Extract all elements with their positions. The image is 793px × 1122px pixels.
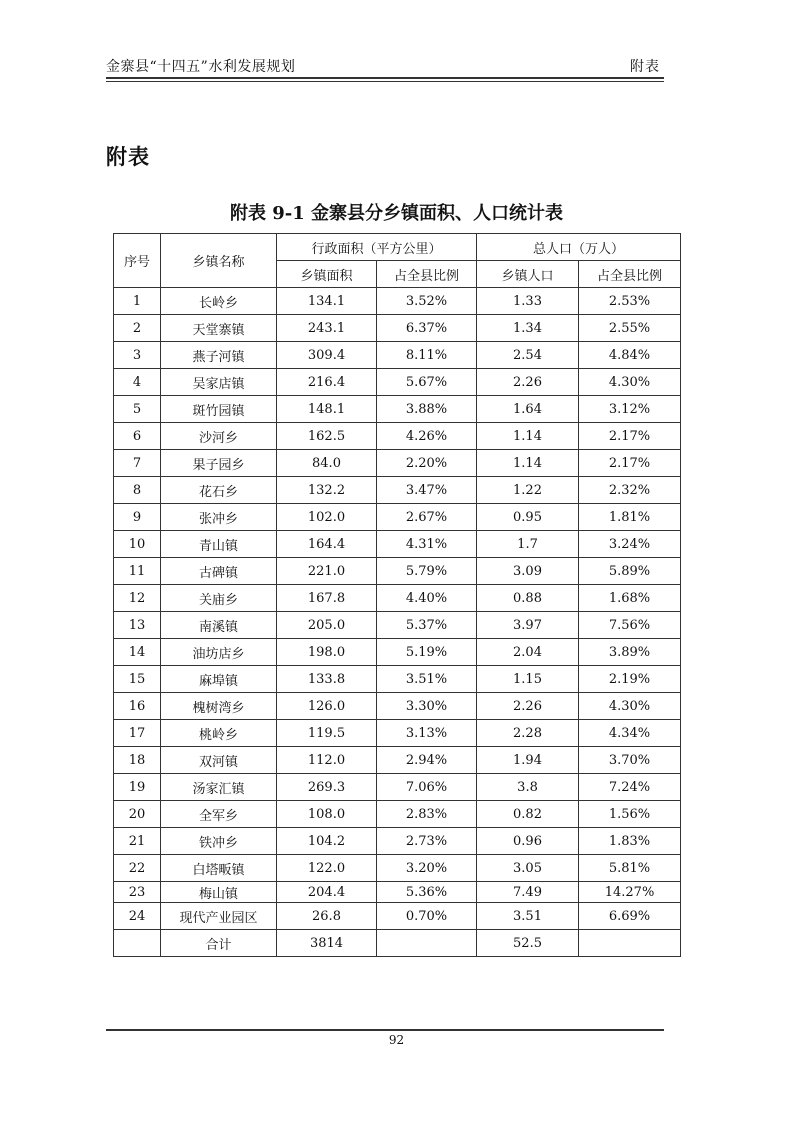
cell-index: 6 bbox=[114, 423, 161, 450]
cell-name: 梅山镇 bbox=[161, 882, 277, 903]
cell-name: 沙河乡 bbox=[161, 423, 277, 450]
cell-name: 古碑镇 bbox=[161, 558, 277, 585]
cell-pop: 2.26 bbox=[477, 369, 579, 396]
cell-area: 133.8 bbox=[277, 666, 377, 693]
cell-area-ratio: 6.37% bbox=[377, 315, 477, 342]
header-rule-thin bbox=[106, 81, 664, 82]
cell-area-ratio: 3.52% bbox=[377, 288, 477, 315]
cell-pop-ratio: 3.24% bbox=[579, 531, 681, 558]
table-row bbox=[114, 666, 681, 693]
header-section: 附表 bbox=[630, 59, 660, 75]
table-header-row bbox=[114, 234, 681, 261]
statistics-table bbox=[113, 233, 681, 957]
table-row bbox=[114, 369, 681, 396]
cell-area: 221.0 bbox=[277, 558, 377, 585]
cell-index: 9 bbox=[114, 504, 161, 531]
col-header-index: 序号 bbox=[114, 234, 161, 288]
cell-pop-ratio: 2.17% bbox=[579, 450, 681, 477]
cell-area: 104.2 bbox=[277, 828, 377, 855]
cell-area-ratio: 2.94% bbox=[377, 747, 477, 774]
cell-name: 长岭乡 bbox=[161, 288, 277, 315]
cell-index: 17 bbox=[114, 720, 161, 747]
cell-pop-ratio: 4.30% bbox=[579, 693, 681, 720]
col-header-area-ratio: 占全县比例 bbox=[377, 261, 477, 288]
cell-name: 槐树湾乡 bbox=[161, 693, 277, 720]
cell-area: 132.2 bbox=[277, 477, 377, 504]
table-row bbox=[114, 477, 681, 504]
cell-pop: 0.96 bbox=[477, 828, 579, 855]
cell-pop: 3.51 bbox=[477, 903, 579, 930]
cell-name: 铁冲乡 bbox=[161, 828, 277, 855]
cell-area-ratio: 2.83% bbox=[377, 801, 477, 828]
cell-area: 119.5 bbox=[277, 720, 377, 747]
cell-area-ratio: 3.30% bbox=[377, 693, 477, 720]
cell-pop-ratio bbox=[579, 930, 681, 957]
cell-index: 16 bbox=[114, 693, 161, 720]
cell-area-ratio: 3.88% bbox=[377, 396, 477, 423]
table-row bbox=[114, 450, 681, 477]
cell-pop-ratio: 2.53% bbox=[579, 288, 681, 315]
cell-pop-ratio: 1.81% bbox=[579, 504, 681, 531]
cell-index: 5 bbox=[114, 396, 161, 423]
cell-area-ratio: 2.20% bbox=[377, 450, 477, 477]
table-row bbox=[114, 342, 681, 369]
cell-area-ratio: 4.40% bbox=[377, 585, 477, 612]
cell-pop-ratio: 14.27% bbox=[579, 882, 681, 903]
cell-pop-ratio: 4.30% bbox=[579, 369, 681, 396]
cell-name: 油坊店乡 bbox=[161, 639, 277, 666]
col-header-pop-ratio: 占全县比例 bbox=[579, 261, 681, 288]
cell-name: 斑竹园镇 bbox=[161, 396, 277, 423]
cell-area-ratio: 3.20% bbox=[377, 855, 477, 882]
cell-pop: 1.33 bbox=[477, 288, 579, 315]
cell-area-ratio: 5.37% bbox=[377, 612, 477, 639]
cell-pop: 1.64 bbox=[477, 396, 579, 423]
cell-area-ratio: 2.73% bbox=[377, 828, 477, 855]
cell-area-ratio: 5.36% bbox=[377, 882, 477, 903]
cell-area-ratio: 5.79% bbox=[377, 558, 477, 585]
cell-pop-ratio: 4.84% bbox=[579, 342, 681, 369]
col-header-name: 乡镇名称 bbox=[161, 234, 277, 288]
cell-pop: 1.22 bbox=[477, 477, 579, 504]
cell-pop-ratio: 5.81% bbox=[579, 855, 681, 882]
cell-area: 164.4 bbox=[277, 531, 377, 558]
footer-rule bbox=[106, 1029, 664, 1031]
cell-index: 15 bbox=[114, 666, 161, 693]
table-row bbox=[114, 585, 681, 612]
cell-index: 10 bbox=[114, 531, 161, 558]
cell-area-ratio: 3.13% bbox=[377, 720, 477, 747]
cell-pop-ratio: 1.83% bbox=[579, 828, 681, 855]
cell-pop: 2.04 bbox=[477, 639, 579, 666]
cell-area: 198.0 bbox=[277, 639, 377, 666]
cell-pop-ratio: 6.69% bbox=[579, 903, 681, 930]
cell-index: 2 bbox=[114, 315, 161, 342]
table-body bbox=[114, 288, 681, 957]
table-row bbox=[114, 720, 681, 747]
col-header-pop: 乡镇人口 bbox=[477, 261, 579, 288]
table-row bbox=[114, 801, 681, 828]
cell-pop: 2.54 bbox=[477, 342, 579, 369]
cell-area-ratio: 5.19% bbox=[377, 639, 477, 666]
table-row bbox=[114, 747, 681, 774]
cell-pop: 1.7 bbox=[477, 531, 579, 558]
cell-index: 23 bbox=[114, 882, 161, 903]
cell-name: 合计 bbox=[161, 930, 277, 957]
cell-index: 8 bbox=[114, 477, 161, 504]
cell-area: 148.1 bbox=[277, 396, 377, 423]
cell-pop: 0.88 bbox=[477, 585, 579, 612]
cell-name: 南溪镇 bbox=[161, 612, 277, 639]
cell-pop: 0.95 bbox=[477, 504, 579, 531]
cell-name: 现代产业园区 bbox=[161, 903, 277, 930]
cell-index: 13 bbox=[114, 612, 161, 639]
cell-area: 162.5 bbox=[277, 423, 377, 450]
cell-area: 204.4 bbox=[277, 882, 377, 903]
cell-pop: 2.28 bbox=[477, 720, 579, 747]
cell-pop: 52.5 bbox=[477, 930, 579, 957]
cell-pop-ratio: 1.56% bbox=[579, 801, 681, 828]
cell-area-ratio: 3.51% bbox=[377, 666, 477, 693]
cell-pop: 3.09 bbox=[477, 558, 579, 585]
cell-pop-ratio: 5.89% bbox=[579, 558, 681, 585]
cell-pop-ratio: 2.17% bbox=[579, 423, 681, 450]
cell-area: 112.0 bbox=[277, 747, 377, 774]
cell-pop-ratio: 3.12% bbox=[579, 396, 681, 423]
cell-index bbox=[114, 930, 161, 957]
table-title: 附表 9-1 金寨县分乡镇面积、人口统计表 bbox=[229, 203, 564, 224]
cell-index: 4 bbox=[114, 369, 161, 396]
cell-index: 7 bbox=[114, 450, 161, 477]
table-row bbox=[114, 855, 681, 882]
cell-area: 167.8 bbox=[277, 585, 377, 612]
table-row bbox=[114, 423, 681, 450]
table-row bbox=[114, 558, 681, 585]
cell-name: 花石乡 bbox=[161, 477, 277, 504]
cell-area-ratio: 4.26% bbox=[377, 423, 477, 450]
cell-area: 205.0 bbox=[277, 612, 377, 639]
cell-area-ratio bbox=[377, 930, 477, 957]
cell-name: 桃岭乡 bbox=[161, 720, 277, 747]
cell-index: 21 bbox=[114, 828, 161, 855]
cell-pop: 1.14 bbox=[477, 450, 579, 477]
cell-area: 309.4 bbox=[277, 342, 377, 369]
table-row bbox=[114, 612, 681, 639]
table-row bbox=[114, 903, 681, 930]
cell-pop-ratio: 1.68% bbox=[579, 585, 681, 612]
cell-pop: 1.34 bbox=[477, 315, 579, 342]
cell-index: 20 bbox=[114, 801, 161, 828]
cell-area: 84.0 bbox=[277, 450, 377, 477]
cell-index: 24 bbox=[114, 903, 161, 930]
cell-pop-ratio: 7.56% bbox=[579, 612, 681, 639]
cell-name: 青山镇 bbox=[161, 531, 277, 558]
header-rule bbox=[106, 77, 664, 79]
cell-index: 11 bbox=[114, 558, 161, 585]
cell-area: 126.0 bbox=[277, 693, 377, 720]
table-row bbox=[114, 693, 681, 720]
cell-name: 果子园乡 bbox=[161, 450, 277, 477]
cell-index: 1 bbox=[114, 288, 161, 315]
table-row bbox=[114, 828, 681, 855]
cell-pop-ratio: 2.32% bbox=[579, 477, 681, 504]
page-number: 92 bbox=[388, 1033, 405, 1047]
cell-area-ratio: 3.47% bbox=[377, 477, 477, 504]
cell-area-ratio: 2.67% bbox=[377, 504, 477, 531]
cell-index: 3 bbox=[114, 342, 161, 369]
cell-area: 122.0 bbox=[277, 855, 377, 882]
cell-area: 269.3 bbox=[277, 774, 377, 801]
table-row bbox=[114, 504, 681, 531]
cell-pop-ratio: 2.55% bbox=[579, 315, 681, 342]
cell-index: 14 bbox=[114, 639, 161, 666]
cell-area-ratio: 8.11% bbox=[377, 342, 477, 369]
total-row bbox=[114, 930, 681, 957]
cell-pop: 0.82 bbox=[477, 801, 579, 828]
page-header bbox=[106, 52, 664, 76]
cell-area: 243.1 bbox=[277, 315, 377, 342]
cell-index: 19 bbox=[114, 774, 161, 801]
table-row bbox=[114, 288, 681, 315]
cell-index: 12 bbox=[114, 585, 161, 612]
cell-pop-ratio: 4.34% bbox=[579, 720, 681, 747]
cell-pop: 1.14 bbox=[477, 423, 579, 450]
cell-name: 吴家店镇 bbox=[161, 369, 277, 396]
cell-name: 双河镇 bbox=[161, 747, 277, 774]
cell-name: 全军乡 bbox=[161, 801, 277, 828]
cell-name: 汤家汇镇 bbox=[161, 774, 277, 801]
cell-area-ratio: 4.31% bbox=[377, 531, 477, 558]
cell-pop: 1.94 bbox=[477, 747, 579, 774]
cell-index: 18 bbox=[114, 747, 161, 774]
cell-pop: 2.26 bbox=[477, 693, 579, 720]
cell-pop: 3.8 bbox=[477, 774, 579, 801]
col-header-pop-group: 总人口（万人） bbox=[477, 234, 681, 261]
cell-pop-ratio: 3.70% bbox=[579, 747, 681, 774]
cell-area: 216.4 bbox=[277, 369, 377, 396]
section-title: 附表 bbox=[106, 144, 150, 169]
table-row bbox=[114, 882, 681, 903]
cell-name: 天堂寨镇 bbox=[161, 315, 277, 342]
table-row bbox=[114, 774, 681, 801]
cell-name: 白塔畈镇 bbox=[161, 855, 277, 882]
cell-area-ratio: 5.67% bbox=[377, 369, 477, 396]
col-header-area: 乡镇面积 bbox=[277, 261, 377, 288]
cell-name: 燕子河镇 bbox=[161, 342, 277, 369]
cell-name: 关庙乡 bbox=[161, 585, 277, 612]
cell-pop-ratio: 7.24% bbox=[579, 774, 681, 801]
cell-area-ratio: 7.06% bbox=[377, 774, 477, 801]
cell-area: 26.8 bbox=[277, 903, 377, 930]
cell-pop: 3.05 bbox=[477, 855, 579, 882]
cell-pop-ratio: 2.19% bbox=[579, 666, 681, 693]
cell-area: 3814 bbox=[277, 930, 377, 957]
cell-area: 108.0 bbox=[277, 801, 377, 828]
cell-pop: 3.97 bbox=[477, 612, 579, 639]
cell-pop: 7.49 bbox=[477, 882, 579, 903]
cell-index: 22 bbox=[114, 855, 161, 882]
col-header-area-group: 行政面积（平方公里） bbox=[277, 234, 477, 261]
table-row bbox=[114, 396, 681, 423]
cell-area: 102.0 bbox=[277, 504, 377, 531]
table-row bbox=[114, 315, 681, 342]
table-row bbox=[114, 639, 681, 666]
document-title: 金寨县“十四五”水利发展规划 bbox=[106, 59, 296, 75]
cell-area-ratio: 0.70% bbox=[377, 903, 477, 930]
cell-pop-ratio: 3.89% bbox=[579, 639, 681, 666]
cell-pop: 1.15 bbox=[477, 666, 579, 693]
cell-name: 麻埠镇 bbox=[161, 666, 277, 693]
cell-name: 张冲乡 bbox=[161, 504, 277, 531]
table-row bbox=[114, 531, 681, 558]
cell-area: 134.1 bbox=[277, 288, 377, 315]
